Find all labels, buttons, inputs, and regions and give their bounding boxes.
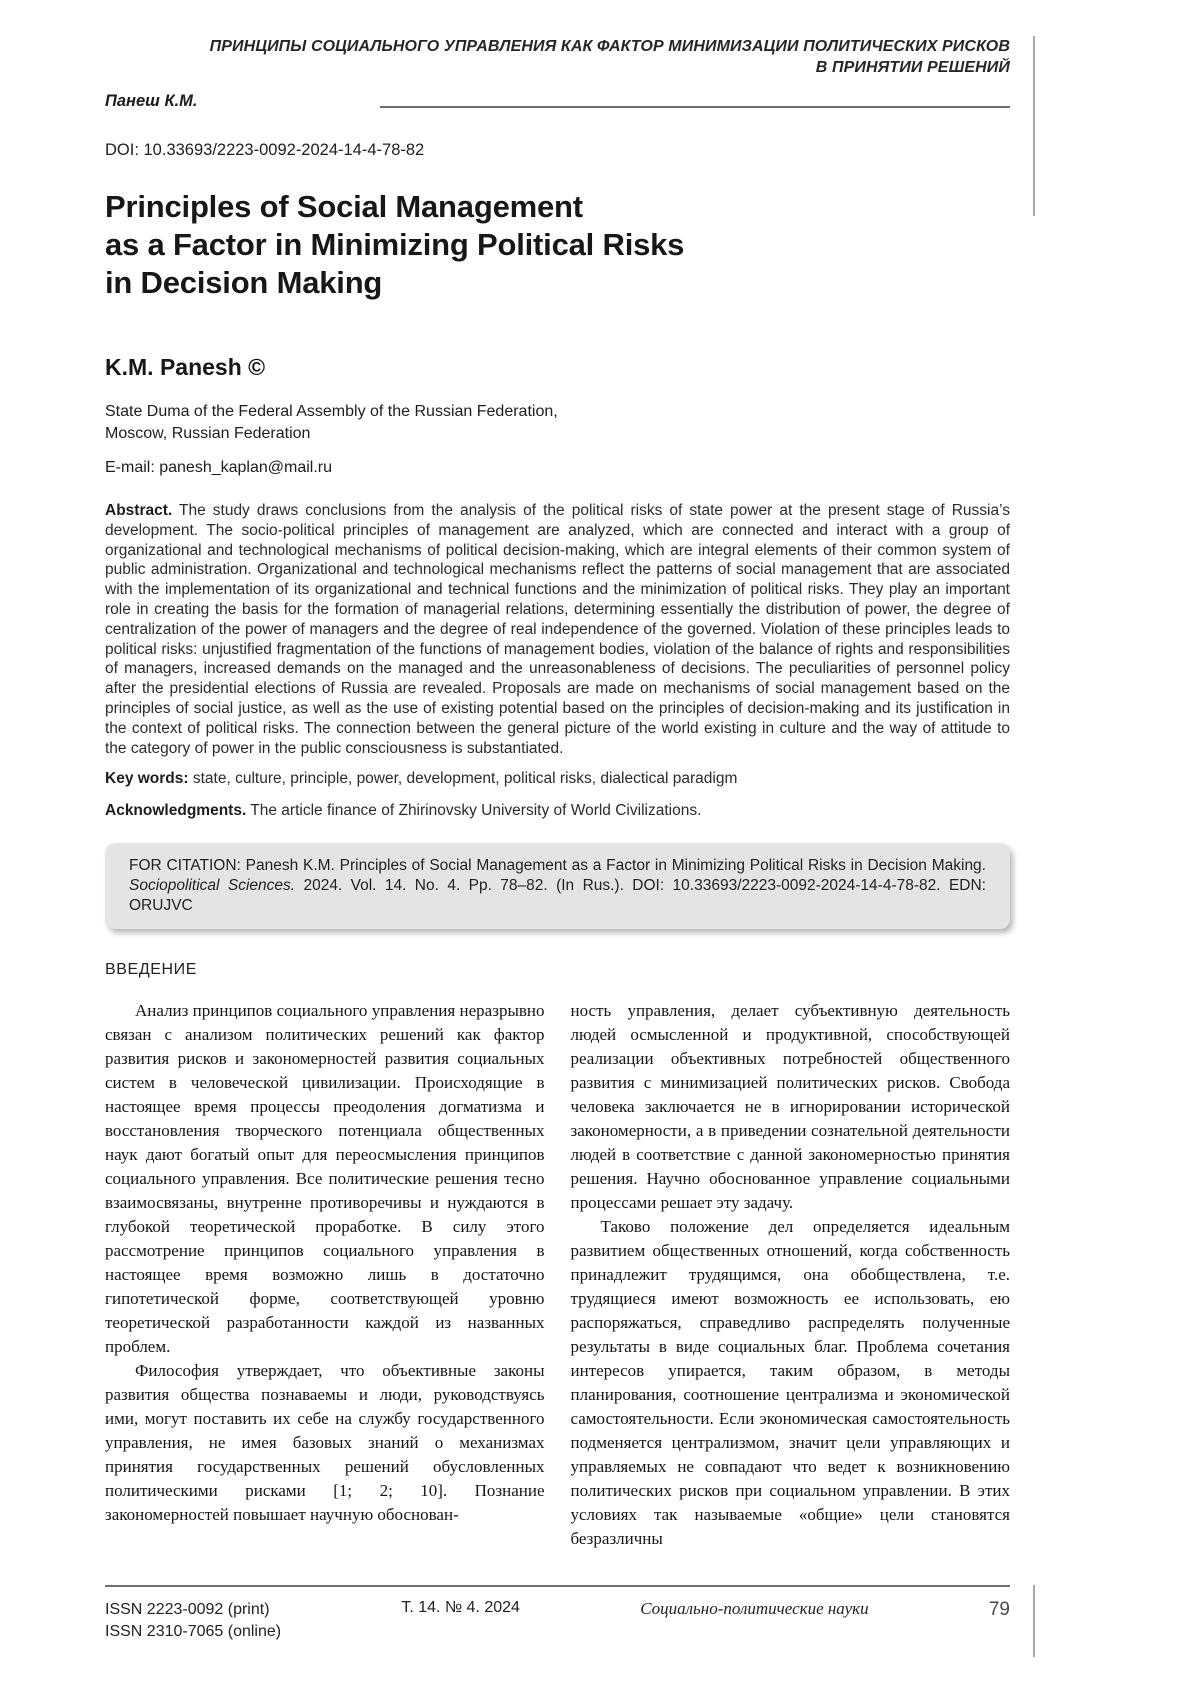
header-author-row (105, 92, 1010, 111)
email-address: panesh_kaplan@mail.ru (159, 459, 333, 476)
right-column (571, 999, 1011, 1551)
body-paragraph: ность управления, делает субъективную деятельность людей осмысленной и продуктивной, способствующей реализации объективных потребностей общественного развития с минимизацией политических рисков. Свобода человека заключается не в игнорировании исторической закономерности, а в приведении сознательной деятельности людей в соответствие с данной закономерностью принятия решения. Научно обоснованное управление социальными процессами решает эту задачу. (570, 1000, 1010, 1212)
running-head-line-1: ПРИНЦИПЫ СОЦИАЛЬНОГО УПРАВЛЕНИЯ КАК ФАКТОР МИНИМИЗАЦИИ ПОЛИТИЧЕСКИХ РИСКОВ (209, 38, 1010, 55)
body-paragraph: Анализ принципов социального управления неразрывно связан с анализом политических решений как фактор развития рисков и закономерностей развития социальных систем в человеческой цивилизации. Происходящие в настоящее время процессы преодоления догматизма и восстановления творческого потенциала общественных наук дают богатый опыт для переосмысления принципов социального управления. Все политические решения тесно взаимосвязаны, внутренне противоречивы и нуждаются в глубокой теоретической проработке. В силу этого рассмотрение принципов социального управления в настоящее время возможно лишь в достаточно гипотетической форме, соответствующей уровню теоретической разработанности каждой из названных проблем. (105, 1000, 545, 1356)
article-title-line-1: Principles of Social Management (105, 189, 583, 224)
keywords-label: Key words: (105, 770, 189, 788)
author-name: K.M. Panesh © (105, 354, 266, 380)
header-author-name: Панеш К.М. (105, 92, 198, 110)
affiliation (105, 401, 1010, 445)
citation-journal-italic: Sociopolitical Sciences. (129, 876, 296, 894)
running-head-line-2: В ПРИНЯТИИ РЕШЕНИЙ (815, 59, 1010, 76)
left-column (105, 999, 545, 1551)
email-line (105, 459, 1010, 477)
abstract-label: Abstract. (105, 502, 173, 519)
affiliation-line-2: Moscow, Russian Federation (105, 425, 311, 442)
body-columns (105, 999, 1010, 1551)
top-right-margin-rule (1033, 36, 1035, 216)
article-title (105, 188, 1010, 302)
article-title-line-3: in Decision Making (105, 265, 383, 300)
body-paragraph: Таково положение дел определяется идеальным развитием общественных отношений, когда собственность принадлежит трудящимся, она обобществлена, т.е. трудящиеся имеют возможность ее использовать, ею распоряжаться, справедливо распределять полученные результаты в виде социальных благ. Проблема сочетания интересов упирается, таким образом, в методы планирования, соотношение централизма и экономической самостоятельности. Если экономическая самостоятельность подменяется централизмом, значит цели управляющих и управляемых не совпадают что ведет к возникновению политических рисков при социальном управлении. В этих условиях так называемые «общие» цели становятся безразличны (570, 1216, 1010, 1548)
citation-rest: 2024. Vol. 14. No. 4. Pp. 78–82. (In Rus.). DOI: 10.33693/2223-0092-2024-14-4-78-82. EDN: ORUJVC (129, 876, 986, 914)
header-horizontal-rule (380, 106, 1011, 108)
keywords (105, 769, 1010, 789)
acknowledgments (105, 801, 1010, 821)
abstract-text: The study draws conclusions from the analysis of the political risks of state power at the present stage of Russia’s development. The socio-political principles of management are analyzed, which are connected and interact with a group of organizational and technological mechanisms of political decision-making, which are integral elements of their common system of public administration. Organizational and technological mechanisms reflect the patterns of social management that are associated with the implementation of its organizational and technical functions and the minimization of political risks. They play an important role in creating the basis for the formation of managerial relations, determining essentially the distribution of power, the degree of centralization of the power of managers and the degree of real independence of the governed. Violation of these principles leads to political risks: unjustified fragmentation of the functions of management bodies, violation of the balance of rights and responsibilities of managers, increased demands on the managed and the unreasonableness of decisions. The peculiarities of personnel policy after the presidential elections of Russia are revealed. Proposals are made on mechanisms of social management based on the principles of social justice, as well as the use of existing potential based on the principles of decision-making and its justification in the context of political risks. The connection between the general picture of the world existing in culture and the way of attitude to the category of power in the public consciousness is substantiated. (105, 502, 1010, 757)
volume-issue-year: Т. 14. № 4. 2024 (401, 1599, 520, 1616)
running-head (105, 36, 1010, 78)
for-citation-box (105, 843, 1010, 929)
issn-online: ISSN 2310-7065 (online) (105, 1623, 282, 1640)
page-footer (105, 1585, 1010, 1643)
bottom-right-margin-rule (1033, 1585, 1035, 1657)
page-number: 79 (988, 1599, 1010, 1620)
abstract (105, 501, 1010, 758)
article-title-line-2: as a Factor in Minimizing Political Risks (105, 227, 685, 262)
acknowledgments-text: The article finance of Zhirinovsky University of World Civilizations. (250, 802, 702, 820)
journal-name: Социально-политические науки (640, 1599, 869, 1618)
citation-text: FOR CITATION: Panesh K.M. Principles of Social Management as a Factor in Minimizing Political Risks in Decision Making. (129, 856, 986, 874)
issn-print: ISSN 2223-0092 (print) (105, 1601, 270, 1618)
issn-block (105, 1599, 281, 1643)
body-paragraph: Философия утверждает, что объективные законы развития общества познаваемы и люди, руководствуясь ими, могут поставить их себе на службу государственного управления, не имея базовых знаний о механизмах принятия государственных решений обусловленных политическими рисками [1; 2; 10]. Познание закономерностей повышает научную обоснован- (105, 1360, 545, 1524)
acknowledgments-label: Acknowledgments. (105, 802, 247, 820)
doi-line: DOI: 10.33693/2223-0092-2024-14-4-78-82 (105, 141, 425, 159)
section-heading-introduction: ВВЕДЕНИЕ (105, 960, 198, 978)
keywords-text: state, culture, principle, power, development, political risks, dialectical paradigm (192, 770, 738, 788)
email-label: E-mail: (105, 459, 155, 476)
affiliation-line-1: State Duma of the Federal Assembly of the Russian Federation, (105, 403, 558, 420)
